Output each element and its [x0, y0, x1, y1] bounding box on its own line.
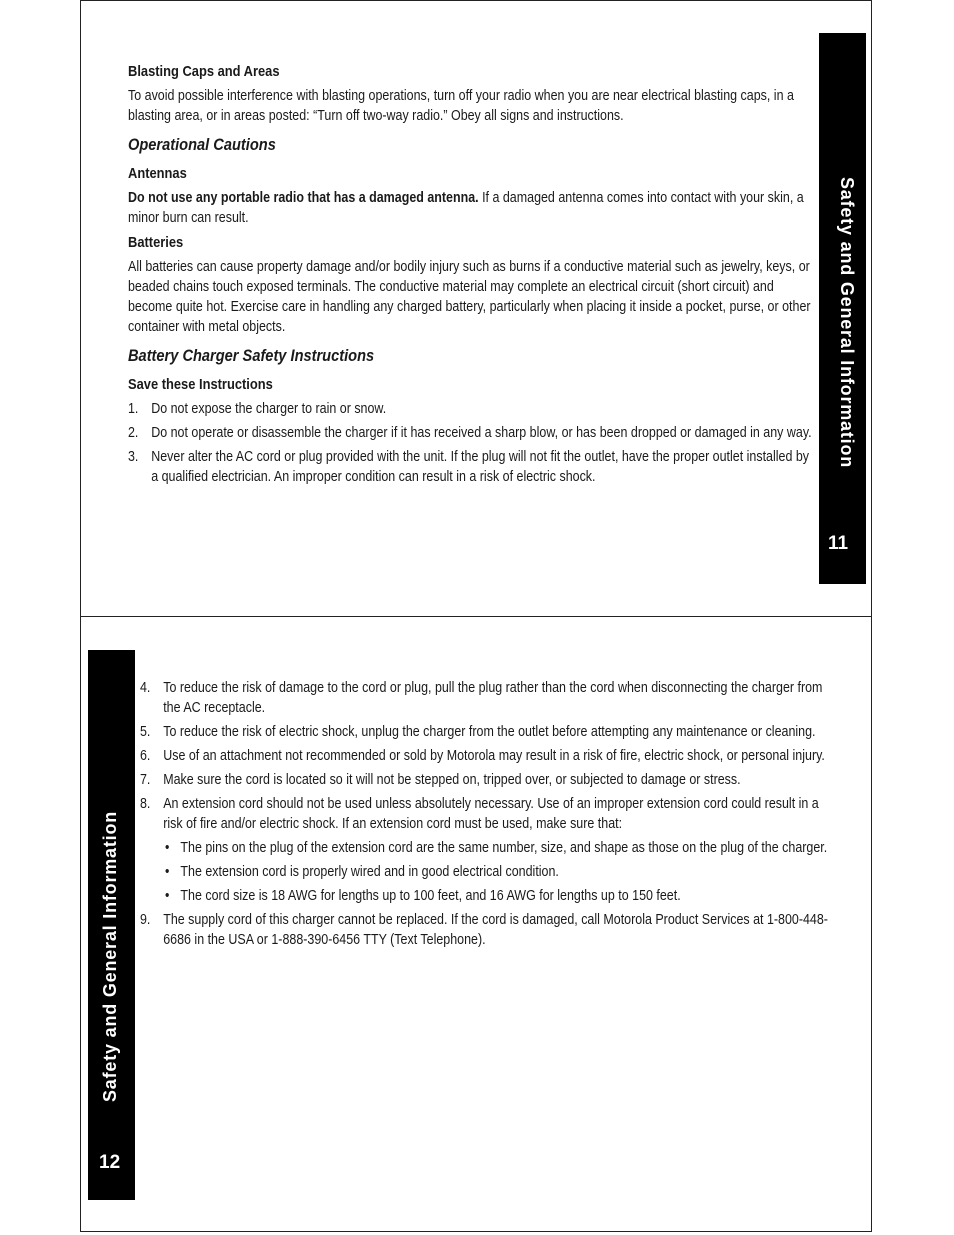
list-number: 6.: [140, 748, 151, 764]
list-item: [140, 746, 828, 766]
page-12-content: [140, 678, 828, 954]
charger-safety-heading: Battery Charger Safety Instructions: [128, 346, 375, 365]
bullet-item: [140, 838, 828, 858]
list-item: [140, 770, 828, 790]
list-text: Never alter the AC cord or plug provided with the unit. If the plug will not fit the outlet, have the proper outlet installed by a qualified electrician. An improper condition can result in a risk of electric shock.: [151, 449, 810, 485]
list-text: Do not operate or disassemble the charger if it has received a sharp blow, or has been dropped or damaged in any way.: [151, 425, 812, 441]
side-tab-title: Safety and General Information: [837, 177, 857, 469]
list-number: 5.: [140, 724, 151, 740]
bullet-item: [140, 862, 828, 882]
antennas-heading: Antennas: [128, 165, 187, 182]
list-text: Use of an attachment not recommended or sold by Motorola may result in a risk of fire, electric shock, or personal injury.: [163, 748, 825, 764]
bullet-icon: •: [164, 840, 170, 856]
list-item: [128, 399, 816, 419]
side-tab-page-11: [819, 33, 866, 584]
page-number: 11: [828, 533, 849, 554]
bullet-text: The pins on the plug of the extension cord are the same number, size, and shape as those on the plug of the charger.: [180, 840, 828, 856]
save-instructions-heading: Save these Instructions: [128, 376, 273, 393]
blasting-heading: Blasting Caps and Areas: [128, 63, 280, 80]
batteries-heading: Batteries: [128, 234, 184, 251]
page-11-content: [128, 62, 816, 491]
antennas-warning: Do not use any portable radio that has a damaged antenna.: [128, 190, 479, 206]
bullet-text: The cord size is 18 AWG for lengths up to 100 feet, and 16 AWG for lengths up to 150 feet.: [180, 888, 681, 904]
list-number: 9.: [140, 912, 151, 928]
list-text: To reduce the risk of damage to the cord or plug, pull the plug rather than the cord when disconnecting the charger from the AC receptacle.: [163, 680, 823, 716]
operational-cautions-heading: Operational Cautions: [128, 135, 276, 154]
list-item: [140, 722, 828, 742]
list-text: The supply cord of this charger cannot be replaced. If the cord is damaged, call Motorola Product Services at 1-800-448-6686 in the USA or 1-888-390-6456 TTY (Text Telephone).: [163, 912, 828, 948]
list-text: To reduce the risk of electric shock, unplug the charger from the outlet before attempting any maintenance or cleaning.: [163, 724, 816, 740]
list-text: Make sure the cord is located so it will not be stepped on, tripped over, or subjected to damage or stress.: [163, 772, 741, 788]
antennas-text: [128, 188, 816, 228]
side-tab-page-12: Safety and General Information 12: [88, 650, 135, 1200]
list-item: [140, 794, 828, 834]
page-number: 12: [99, 1152, 121, 1173]
blasting-text: To avoid possible interference with blasting operations, turn off your radio when you are near electrical blasting caps, in a blasting area, or in areas posted: “Turn off two-way radio.” Obey all signs and instructions.: [128, 88, 794, 124]
bullet-text: The extension cord is properly wired and in good electrical condition.: [180, 864, 559, 880]
bullet-item: [140, 886, 828, 906]
list-item: [140, 678, 828, 718]
bullet-icon: •: [164, 888, 170, 904]
list-number: 2.: [128, 425, 139, 441]
list-number: 7.: [140, 772, 151, 788]
batteries-text: All batteries can cause property damage and/or bodily injury such as burns if a conductive material such as jewelry, keys, or beaded chains touch exposed terminals. The conductive material may complete an electrical circuit (short circuit) and become quite hot. Exercise care in handling any charged battery, particularly when placing it inside a pocket, purse, or other container with metal objects.: [128, 259, 811, 335]
list-text: Do not expose the charger to rain or snow.: [151, 401, 387, 417]
list-text: An extension cord should not be used unless absolutely necessary. Use of an improper extension cord could result in a risk of fire and/or electric shock. If an extension cord must be used, make sure that:: [163, 796, 819, 832]
list-item: [128, 423, 816, 443]
list-number: 1.: [128, 401, 139, 417]
bullet-icon: •: [164, 864, 170, 880]
list-item: [128, 447, 816, 487]
page-divider: [80, 616, 872, 617]
list-number: 4.: [140, 680, 151, 696]
list-number: 3.: [128, 449, 139, 465]
list-number: 8.: [140, 796, 151, 812]
antennas-detail: If a damaged antenna comes into contact with your skin, a minor burn can result.: [128, 190, 804, 226]
list-item: [140, 910, 828, 950]
